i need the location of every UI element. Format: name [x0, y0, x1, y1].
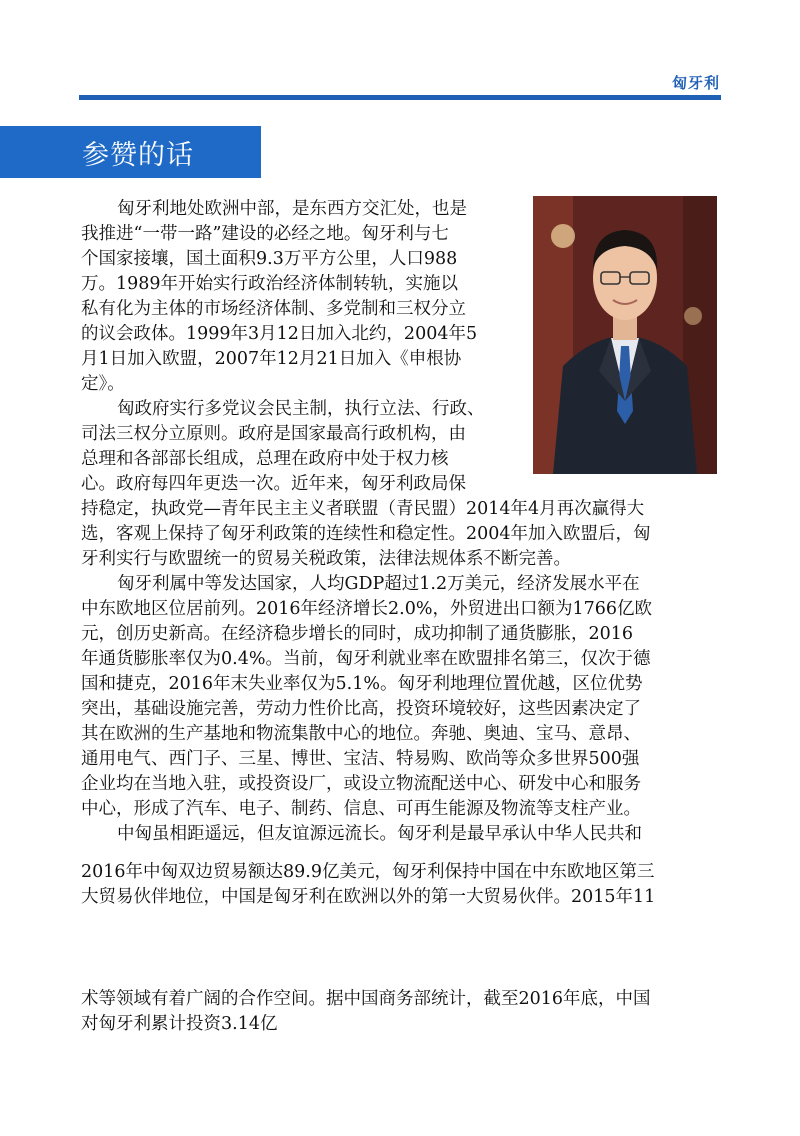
text-line: 其在欧洲的生产基地和物流集散中心的地位。奔驰、奥迪、宝马、意昂、 [81, 724, 641, 744]
text-line: 中心，形成了汽车、电子、制药、信息、可再生能源及物流等支柱产业。 [81, 799, 641, 819]
paragraph-intro [81, 197, 518, 497]
text-line: 中匈虽相距遥远，但友谊源远流长。匈牙利是最早承认中华人民共和 [117, 824, 642, 844]
text-line: 年通货膨胀率仅为0.4%。当前，匈牙利就业率在欧盟排名第三，仅次于德 [81, 649, 651, 669]
text-line: 心。政府每四年更迭一次。近年来，匈牙利政局保 [81, 474, 466, 494]
text-line: 术等领域有着广阔的合作空间。据中国商务部统计，截至2016年底，中国 [81, 989, 651, 1009]
text-line: 月1日加入欧盟，2007年12月21日加入《申根协 [81, 349, 462, 369]
text-line: 对匈牙利累计投资3.14亿 [81, 1014, 278, 1034]
text-line: 的议会政体。1999年3月12日加入北约，2004年5 [81, 324, 478, 344]
text-line: 匈牙利地处欧洲中部，是东西方交汇处，也是 [117, 199, 467, 219]
header-divider [79, 95, 721, 100]
paragraph-trade [81, 860, 721, 910]
text-line: 定》。 [81, 374, 125, 394]
text-line: 牙利实行与欧盟统一的贸易关税政策，法律法规体系不断完善。 [81, 549, 571, 569]
header-country-label: 匈牙利 [671, 74, 720, 92]
text-line: 持稳定，执政党—青年民主主义者联盟（青民盟）2014年4月再次赢得大 [81, 499, 645, 519]
text-line: 大贸易伙伴地位，中国是匈牙利在欧洲以外的第一大贸易伙伴。2015年11 [81, 887, 656, 907]
paragraph-investment [81, 987, 721, 1037]
person-portrait-icon [533, 196, 717, 474]
text-line: 私有化为主体的市场经济体制、多党制和三权分立 [81, 299, 466, 319]
section-title: 参赞的话 [82, 140, 194, 171]
text-line: 个国家接壤，国土面积9.3万平方公里，人口988 [81, 249, 458, 269]
text-line: 元，创历史新高。在经济稳步增长的同时，成功抑制了通货膨胀，2016 [81, 624, 634, 644]
text-line: 万。1989年开始实行政治经济体制转轨，实施以 [81, 274, 459, 294]
text-line: 中东欧地区位居前列。2016年经济增长2.0%，外贸进出口额为1766亿欧 [81, 599, 653, 619]
text-line: 匈牙利属中等发达国家，人均GDP超过1.2万美元，经济发展水平在 [117, 574, 640, 594]
portrait-photo [533, 196, 717, 474]
text-line: 企业均在当地入驻，或投资设厂，或设立物流配送中心、研发中心和服务 [81, 774, 641, 794]
text-line: 国和捷克，2016年末失业率仅为5.1%。匈牙利地理位置优越，区位优势 [81, 674, 643, 694]
text-line: 司法三权分立原则。政府是国家最高行政机构，由 [81, 424, 466, 444]
text-line: 通用电气、西门子、三星、博世、宝洁、特易购、欧尚等众多世界500强 [81, 749, 640, 769]
text-line: 选，客观上保持了匈牙利政策的连续性和稳定性。2004年加入欧盟后，匈 [81, 524, 651, 544]
text-line: 突出，基础设施完善，劳动力性价比高，投资环境较好，这些因素决定了 [81, 699, 641, 719]
text-line: 我推进“一带一路”建设的必经之地。匈牙利与七 [81, 224, 449, 244]
text-line: 匈政府实行多党议会民主制，执行立法、行政、 [117, 399, 485, 419]
text-line: 2016年中匈双边贸易额达89.9亿美元，匈牙利保持中国在中东欧地区第三 [81, 862, 655, 882]
text-line: 总理和各部部长组成，总理在政府中处于权力核 [81, 449, 449, 469]
paragraph-politics-economy [81, 497, 721, 847]
